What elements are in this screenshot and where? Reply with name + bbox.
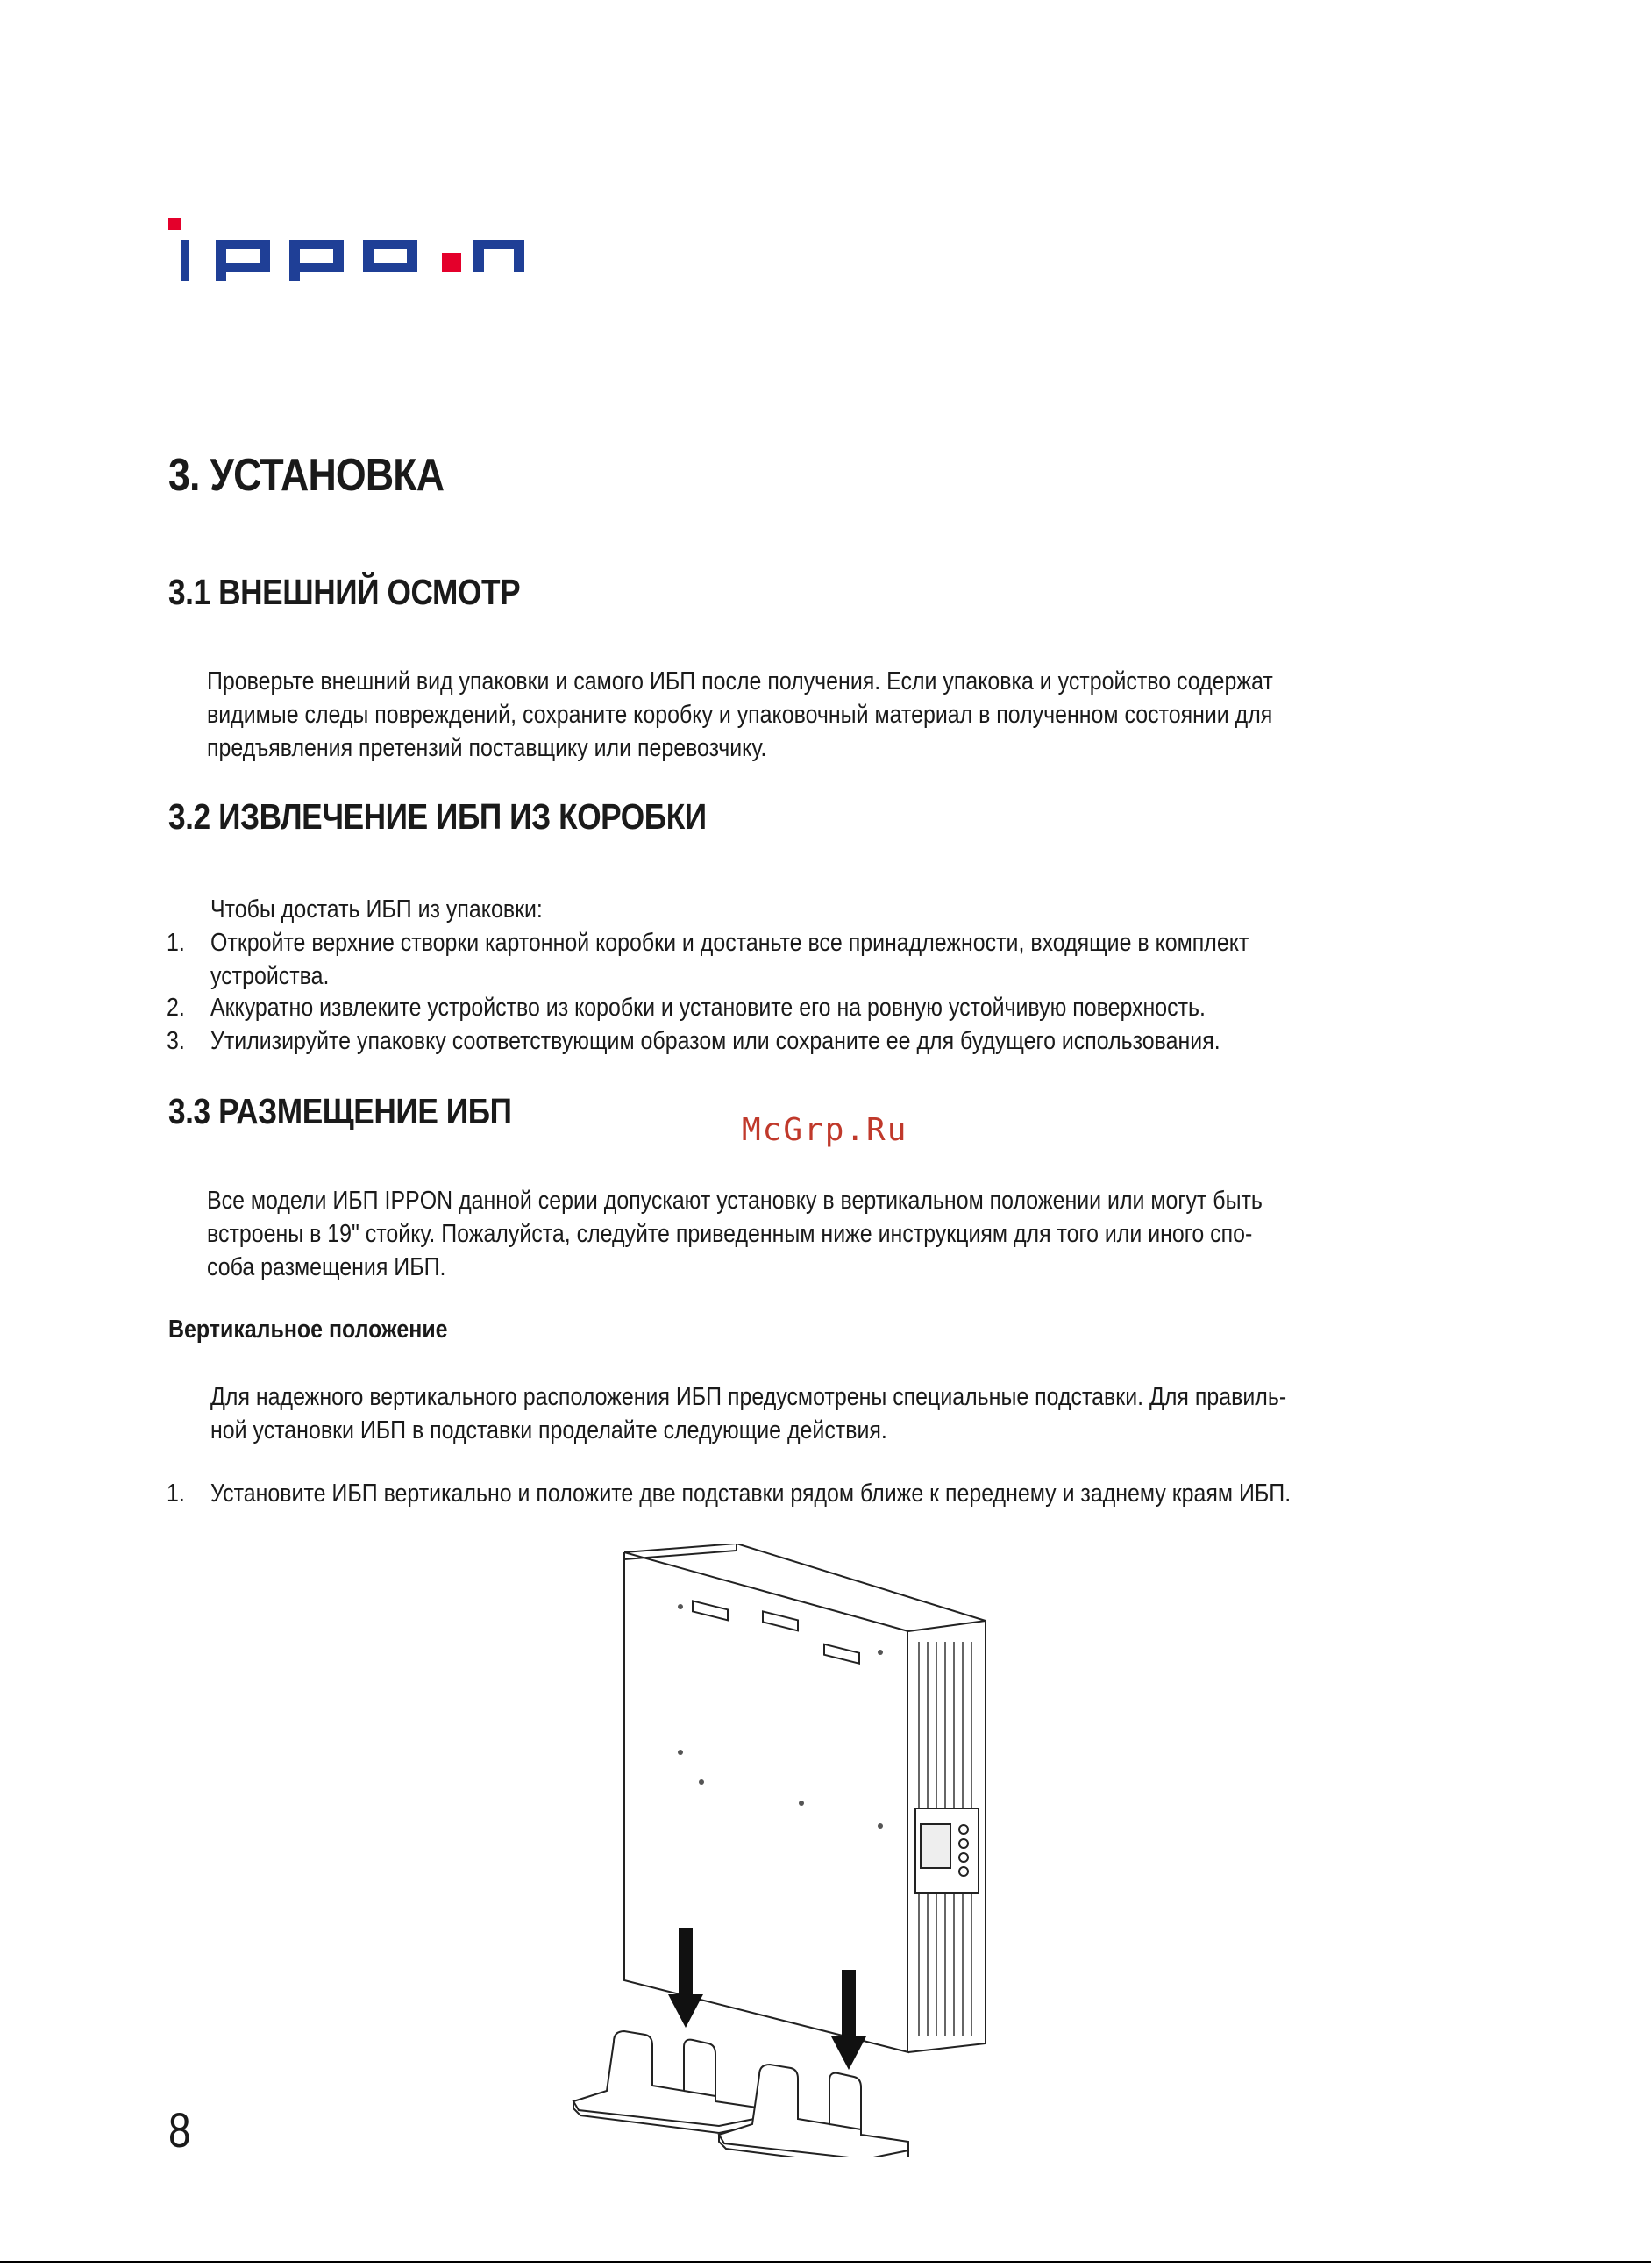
text-line: Установите ИБП вертикально и положите две подставки рядом ближе к переднему и заднему краям ИБП. [210,1480,1292,1508]
list-number: 1. [167,1480,185,1508]
text-line: Проверьте внешний вид упаковки и самого ИБП после получения. Если упаковка и устройство содержат [207,667,1273,695]
text-line: ной установки ИБП в подставки проделайте следующие действия. [210,1416,887,1444]
text-line: видимые следы повреждений, сохраните коробку и упаковочный материал в полученном состоянии для [207,701,1273,729]
paragraph-inspection [207,665,1434,765]
text-line: Утилизируйте упаковку соответствующим образом или сохраните ее для будущего использования. [210,1027,1220,1055]
page-number: 8 [168,2102,191,2157]
text-line: Для надежного вертикального расположения ИБП предусмотрены специальные подставки. Для правиль- [210,1383,1287,1411]
text-line: устройства. [210,962,330,990]
list-number: 3. [167,1027,185,1055]
paragraph-vertical [210,1380,1438,1447]
list-number: 2. [167,994,185,1022]
text-line: Аккуратно извлеките устройство из коробки и установите его на ровную устойчивую поверхность. [210,994,1206,1022]
list-number: 1. [167,929,185,957]
subheading-vertical: Вертикальное положение [168,1316,448,1344]
footer-rule [0,2261,1651,2263]
watermark: McGrp.Ru [742,1112,908,1148]
ups-vertical-stand-illustration [561,1544,1000,2157]
text-line: соба размещения ИБП. [207,1253,446,1281]
text-line: Все модели ИБП IPPON данной серии допускают установку в вертикальном положении или могут быть [207,1187,1263,1215]
text-line: Чтобы достать ИБП из упаковки: [210,895,543,924]
paragraph-placement [207,1184,1434,1284]
text-line: встроены в 19" стойку. Пожалуйста, следуйте приведенным ниже инструкциям для того или иного спо- [207,1220,1253,1248]
section-title: 3. УСТАНОВКА [168,450,445,501]
heading-external-inspection: 3.1 ВНЕШНИЙ ОСМОТР [168,572,521,612]
paragraph-unpacking-intro [210,893,1438,926]
text-line: Откройте верхние створки картонной коробки и достаньте все принадлежности, входящие в комплект [210,929,1249,957]
ippon-logo [165,214,568,284]
text-line: предъявления претензий поставщику или перевозчику. [207,734,767,762]
heading-unpacking: 3.2 ИЗВЛЕЧЕНИЕ ИБП ИЗ КОРОБКИ [168,796,707,837]
heading-placement: 3.3 РАЗМЕЩЕНИЕ ИБП [168,1091,512,1131]
